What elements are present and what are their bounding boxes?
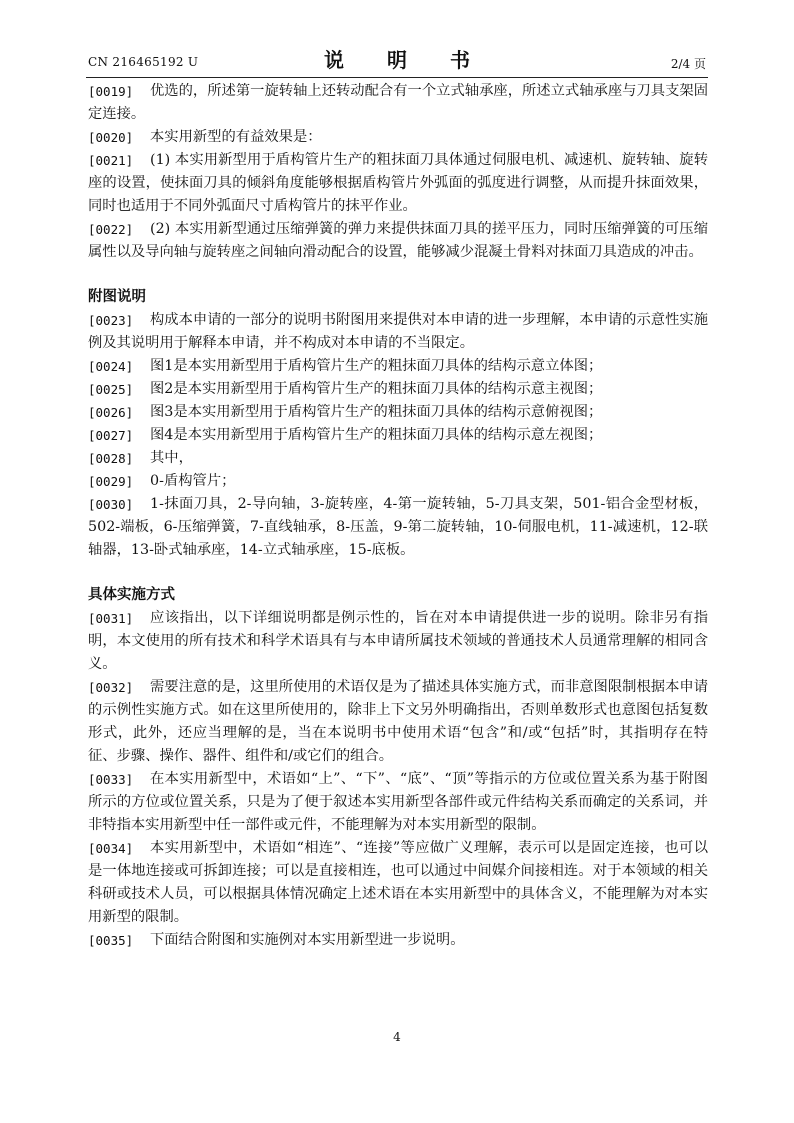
paragraph: [88, 218, 708, 264]
paragraph: [88, 424, 708, 447]
page-indicator: 2/4 页: [670, 57, 706, 71]
paragraph: [88, 309, 708, 355]
document-title: 说 明 书: [324, 48, 488, 72]
section-heading-embodiments: 具体实施方式: [88, 587, 175, 603]
paragraph-number: [0033]: [88, 772, 134, 787]
paragraph-text: (2) 本实用新型通过压缩弹簧的弹力来提供抹面刀具的搓平压力，同时压缩弹簧的可压缩属性以及导向轴与旋转座之间轴向滑动配合的设置，能够减少混凝土骨料对抹面刀具造成的冲击。: [88, 221, 708, 260]
paragraph: [88, 447, 708, 470]
paragraph: [88, 149, 708, 218]
paragraph-number: [0027]: [88, 428, 134, 443]
paragraph-number: [0028]: [88, 451, 134, 466]
section-heading-drawings: 附图说明: [88, 289, 146, 305]
paragraph-number: [0019]: [88, 84, 134, 99]
paragraph-text: 构成本申请的一部分的说明书附图用来提供对本申请的进一步理解，本申请的示意性实施例及其说明用于解释本申请，并不构成对本申请的不当限定。: [88, 312, 708, 351]
section-spacer: [88, 264, 708, 286]
paragraph-number: [0035]: [88, 933, 134, 948]
paragraph-text: 图1是本实用新型用于盾构管片生产的粗抹面刀具体的结构示意立体图；: [150, 358, 603, 374]
paragraph-number: [0026]: [88, 405, 134, 420]
paragraph-group-drawings: [88, 309, 708, 562]
paragraph-number: [0020]: [88, 130, 134, 145]
header-divider: [86, 77, 708, 78]
paragraph-number: [0029]: [88, 474, 134, 489]
paragraph-number: [0024]: [88, 359, 134, 374]
paragraph: [88, 768, 708, 837]
paragraph-number: [0032]: [88, 680, 134, 695]
paragraph-text: 1-抹面刀具，2-导向轴，3-旋转座，4-第一旋转轴，5-刀具支架，501-铝合金型材板，502-端板，6-压缩弹簧，7-直线轴承，8-压盖，9-第二旋转轴，10-伺服电机，11-减速机，12-联轴器，13-卧式轴承座，14-立式轴承座，15-底板。: [88, 496, 708, 558]
paragraph-text: 下面结合附图和实施例对本实用新型进一步说明。: [150, 932, 465, 948]
paragraph-text: 其中，: [150, 450, 193, 466]
paragraph-text: 图2是本实用新型用于盾构管片生产的粗抹面刀具体的结构示意主视图；: [150, 381, 603, 397]
paragraph: [88, 837, 708, 929]
paragraph-text: 本实用新型的有益效果是：: [150, 129, 322, 145]
patent-number: CN 216465192 U: [88, 55, 199, 69]
paragraph: [88, 929, 708, 952]
paragraph-number: [0025]: [88, 382, 134, 397]
paragraph: [88, 607, 708, 676]
paragraph-text: 0-盾构管片；: [150, 473, 236, 489]
paragraph-text: 在本实用新型中，术语如“上”、“下”、“底”、“顶”等指示的方位或位置关系为基于附图所示的方位或位置关系，只是为了便于叙述本实用新型各部件或元件结构关系而确定的关系词，并非特指本实用新型中任一部件或元件，不能理解为对本实用新型的限制。: [88, 771, 708, 833]
paragraph-text: 应该指出，以下详细说明都是例示性的，旨在对本申请提供进一步的说明。除非另有指明，本文使用的所有技术和科学术语具有与本申请所属技术领域的普通技术人员通常理解的相同含义。: [88, 610, 708, 672]
paragraph: [88, 470, 708, 493]
paragraph: [88, 80, 708, 126]
paragraph-text: 图3是本实用新型用于盾构管片生产的粗抹面刀具体的结构示意俯视图；: [150, 404, 603, 420]
paragraph: [88, 401, 708, 424]
paragraph: [88, 355, 708, 378]
paragraph-number: [0021]: [88, 153, 134, 168]
paragraph-group-embodiments: [88, 607, 708, 952]
page-number: 4: [393, 1030, 401, 1044]
paragraph-text: 需要注意的是，这里所使用的术语仅是为了描述具体实施方式，而非意图限制根据本申请的示例性实施方式。如在这里所使用的，除非上下文另外明确指出，否则单数形式也意图包括复数形式，此外，还应当理解的是，当在本说明书中使用术语“包含”和/或“包括”时，其指明存在特征、步骤、操作、器件、组件和/或它们的组合。: [88, 679, 708, 764]
page-header: [88, 44, 706, 74]
paragraph-number: [0022]: [88, 222, 134, 237]
paragraph-number: [0034]: [88, 841, 134, 856]
paragraph-group-benefits: [88, 80, 708, 264]
paragraph: [88, 493, 708, 562]
paragraph-number: [0023]: [88, 313, 134, 328]
paragraph-text: 优选的，所述第一旋转轴上还转动配合有一个立式轴承座，所述立式轴承座与刀具支架固定连接。: [88, 83, 708, 122]
document-body: [88, 80, 708, 952]
paragraph: [88, 378, 708, 401]
section-spacer: [88, 562, 708, 584]
paragraph-text: 本实用新型中，术语如“相连”、“连接”等应做广义理解，表示可以是固定连接，也可以是一体地连接或可拆卸连接；可以是直接相连，也可以通过中间媒介间接相连。对于本领域的相关科研或技术人员，可以根据具体情况确定上述术语在本实用新型中的具体含义，不能理解为对本实用新型的限制。: [88, 840, 708, 925]
paragraph: [88, 126, 708, 149]
paragraph: [88, 676, 708, 768]
paragraph-text: 图4是本实用新型用于盾构管片生产的粗抹面刀具体的结构示意左视图；: [150, 427, 603, 443]
paragraph-number: [0031]: [88, 611, 134, 626]
paragraph-text: (1) 本实用新型用于盾构管片生产的粗抹面刀具体通过伺服电机、减速机、旋转轴、旋转座的设置，使抹面刀具的倾斜角度能够根据盾构管片外弧面的弧度进行调整，从而提升抹面效果，同时也适用于不同外弧面尺寸盾构管片的抹平作业。: [88, 152, 708, 214]
paragraph-number: [0030]: [88, 497, 134, 512]
